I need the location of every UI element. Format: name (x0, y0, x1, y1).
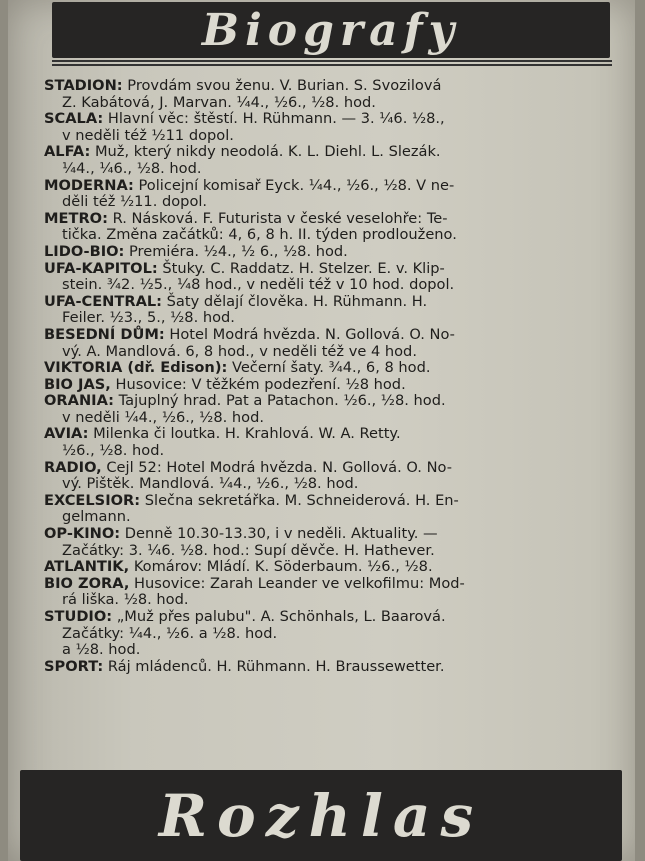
listing-line (44, 509, 614, 526)
listing-text: Slečna sekretářka. M. Schneiderová. H. En- (144, 491, 459, 509)
cinema-name: BIO JAS, (44, 375, 111, 393)
cinema-listings (44, 78, 614, 675)
listing-text: Večerní šaty. ¾4., 6, 8 hod. (231, 359, 431, 377)
listing-text: Hlavní věc: štěstí. H. Rühmann. — 3. ¼6. ½8., (107, 110, 445, 128)
listing-line (44, 78, 614, 95)
listing-line (44, 360, 614, 377)
listing-line (44, 410, 614, 427)
listing-text: Ráj mládenců. H. Rühmann. H. Braussewetter. (107, 657, 445, 675)
listing-line (44, 443, 614, 460)
listing-text: gelmann. (62, 508, 131, 526)
listing-line (44, 277, 614, 294)
footer-title: Rozhlas (158, 781, 484, 850)
listing-line (44, 476, 614, 493)
listing-line (44, 626, 614, 643)
listing-line (44, 178, 614, 195)
listing-text: ¼4., ¼6., ½8. hod. (62, 159, 202, 177)
listing-line (44, 95, 614, 112)
cinema-name: ATLANTIK, (44, 558, 130, 576)
cinema-name: BESEDNÍ DŮM: (44, 325, 165, 343)
listing-text: rá liška. ½8. hod. (62, 591, 189, 609)
listing-line (44, 526, 614, 543)
listing-text: ½6., ½8. hod. (62, 442, 165, 460)
footer-banner (20, 770, 622, 861)
cinema-name: UFA-CENTRAL: (44, 292, 163, 310)
listing-text: Začátky: 3. ¼6. ½8. hod.: Supí děvče. H. Hathever. (62, 541, 435, 559)
listing-line (44, 460, 614, 477)
listing-text: v neděli ¼4., ½6., ½8. hod. (62, 408, 264, 426)
listing-line (44, 592, 614, 609)
listing-line (44, 659, 614, 676)
cinema-name: RADIO, (44, 458, 102, 476)
listing-line (44, 128, 614, 145)
cinema-name: OP-KINO: (44, 525, 121, 543)
listing-line (44, 310, 614, 327)
listing-text: Husovice: V těžkém podezření. ½8 hod. (115, 375, 406, 393)
listing-text: Z. Kabátová, J. Marvan. ¼4., ½6., ½8. hod. (62, 93, 376, 111)
cinema-name: SPORT: (44, 657, 104, 675)
cinema-name: ALFA: (44, 143, 91, 161)
cinema-name: SCALA: (44, 110, 104, 128)
listing-text: Husovice: Zarah Leander ve velkofilmu: Mod- (134, 574, 465, 592)
listing-line (44, 194, 614, 211)
header-title: Biografy (201, 4, 461, 56)
listing-line (44, 344, 614, 361)
header-banner (52, 2, 610, 58)
listing-line (44, 327, 614, 344)
listing-text: stein. ¾2. ½5., ¼8 hod., v neděli též v 10 hod. dopol. (62, 276, 455, 294)
cinema-name: METRO: (44, 209, 108, 227)
cinema-name: VIKTORIA (dř. Edison): (44, 359, 228, 377)
listing-line (44, 261, 614, 278)
listing-text: Tajuplný hrad. Pat a Patachon. ½6., ½8. hod. (118, 392, 446, 410)
listing-line (44, 161, 614, 178)
cinema-name: STADION: (44, 77, 123, 94)
listing-line (44, 393, 614, 410)
listing-text: Premiéra. ½4., ½ 6., ½8. hod. (129, 242, 348, 260)
listing-line (44, 609, 614, 626)
listing-line (44, 559, 614, 576)
header-rule (52, 60, 612, 62)
listing-line (44, 426, 614, 443)
listing-text: Šaty dělají člověka. H. Rühmann. H. (166, 292, 428, 310)
cinema-name: AVIA: (44, 425, 89, 443)
cinema-name: BIO ZORA, (44, 574, 130, 592)
cinema-name: LIDO-BIO: (44, 242, 125, 260)
listing-text: děli též ½11. dopol. (62, 193, 208, 211)
newspaper-page (8, 0, 635, 861)
listing-text: vý. Pištěk. Mandlová. ¼4., ½6., ½8. hod. (62, 475, 359, 493)
listing-line (44, 493, 614, 510)
listing-text: Začátky: ¼4., ½6. a ½8. hod. (62, 624, 278, 642)
cinema-name: ORANIA: (44, 392, 114, 410)
listing-text: vý. A. Mandlová. 6, 8 hod., v neděli též ve 4 hod. (62, 342, 417, 360)
listing-line (44, 576, 614, 593)
cinema-name: MODERNA: (44, 176, 134, 194)
listing-line (44, 294, 614, 311)
listing-text: Provdám svou ženu. V. Burian. S. Svozilová (127, 77, 442, 94)
listing-text: Denně 10.30-13.30, i v neděli. Aktuality. — (124, 525, 438, 543)
listing-text: Komárov: Mládí. K. Söderbaum. ½6., ½8. (133, 558, 433, 576)
listing-line (44, 543, 614, 560)
listing-line (44, 244, 614, 261)
listing-text: Policejní komisař Eyck. ¼4., ½6., ½8. V ne- (138, 176, 455, 194)
listing-line (44, 377, 614, 394)
listing-text: a ½8. hod. (62, 641, 141, 659)
listing-text: Štuky. C. Raddatz. H. Stelzer. E. v. Klip- (162, 259, 445, 277)
listing-text: tička. Změna začátků: 4, 6, 8 h. II. týden prodlouženo. (62, 226, 457, 244)
listing-line (44, 111, 614, 128)
listing-text: v neděli též ½11 dopol. (62, 126, 234, 144)
listing-text: R. Násková. F. Futurista v české veselohře: Te- (112, 209, 448, 227)
listing-line (44, 227, 614, 244)
header-rule-inner (52, 64, 612, 66)
listing-line (44, 211, 614, 228)
cinema-name: STUDIO: (44, 608, 113, 625)
cinema-name: EXCELSIOR: (44, 491, 141, 509)
listing-text: Milenka či loutka. H. Krahlová. W. A. Retty. (93, 425, 401, 443)
listing-text: „Muž přes palubu". A. Schönhals, L. Baarová. (116, 608, 446, 625)
listing-line (44, 642, 614, 659)
listing-text: Feiler. ½3., 5., ½8. hod. (62, 309, 235, 327)
listing-text: Cejl 52: Hotel Modrá hvězda. N. Gollová. O. No- (106, 458, 452, 476)
listing-text: Hotel Modrá hvězda. N. Gollová. O. No- (169, 325, 455, 343)
cinema-name: UFA-KAPITOL: (44, 259, 158, 277)
listing-line (44, 144, 614, 161)
listing-text: Muž, který nikdy neodolá. K. L. Diehl. L. Slezák. (94, 143, 441, 161)
